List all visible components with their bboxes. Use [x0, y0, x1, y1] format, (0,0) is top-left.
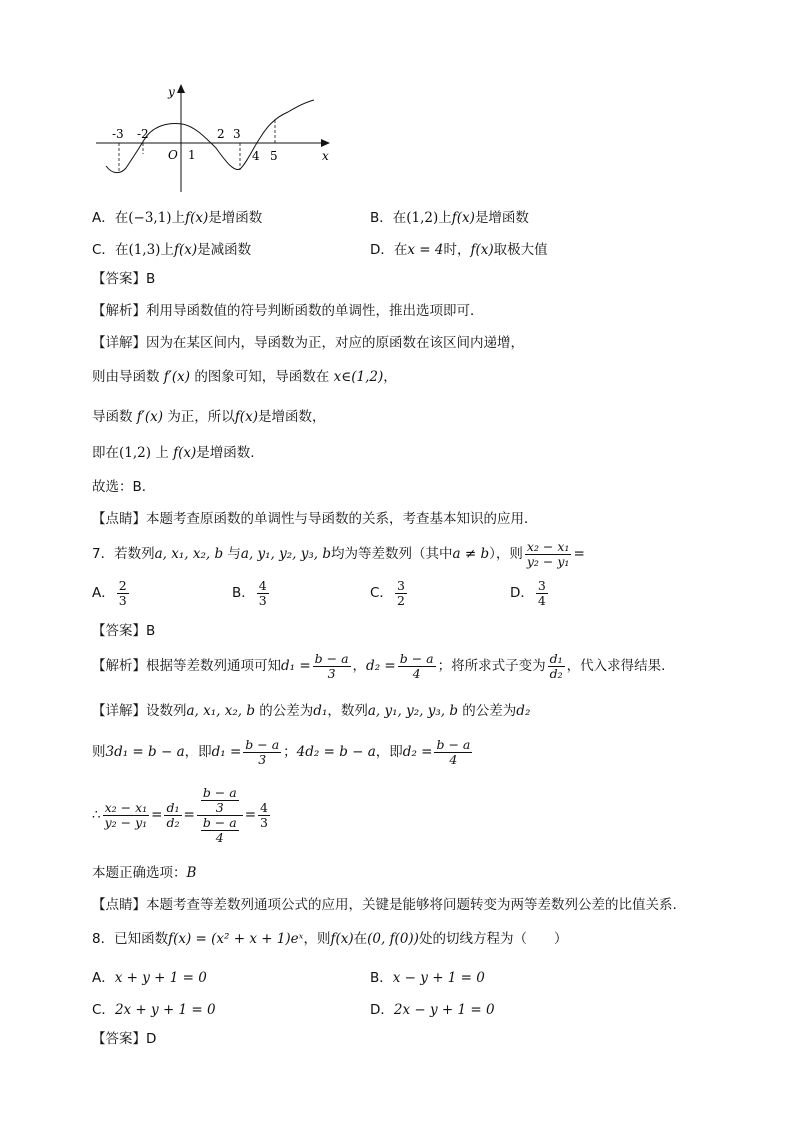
- math: =: [151, 807, 163, 823]
- choose-text: 故选：B．: [92, 479, 156, 495]
- math: f′(x): [163, 369, 191, 385]
- math: d₂: [516, 703, 531, 719]
- text: 在: [393, 242, 408, 258]
- fraction: [201, 816, 239, 845]
- tick-minus-3: -3: [112, 127, 124, 141]
- text: 根据等差数列通项可知: [146, 658, 281, 674]
- option-label: B．: [370, 970, 393, 986]
- q6-choose: [92, 478, 155, 496]
- option-label: B．: [232, 585, 255, 601]
- numerator: 4: [258, 577, 267, 593]
- option-label: D．: [370, 1002, 394, 1018]
- math: a, x₁, x₂, b: [186, 703, 255, 719]
- math: =: [183, 807, 195, 823]
- numerator: b − a: [314, 650, 349, 666]
- text: ，代入求得结果.: [566, 658, 666, 674]
- text: ，即: [375, 744, 403, 760]
- math: B: [186, 865, 197, 881]
- math: =: [573, 546, 585, 562]
- math: d₂ =: [366, 658, 396, 674]
- q6-detail-4: [92, 444, 255, 462]
- q7-option-c: [370, 578, 409, 608]
- numerator: x₂ − x₁: [525, 540, 572, 555]
- q6-detail-2: [92, 368, 397, 386]
- math: ∴: [92, 807, 101, 823]
- text: ；: [283, 744, 297, 760]
- tick-4: 4: [252, 149, 260, 163]
- text: 导函数: [92, 409, 133, 425]
- math: x − y + 1 = 0: [392, 970, 485, 986]
- math: x = 4: [407, 242, 444, 258]
- math: f(x): [185, 210, 209, 226]
- option-label: D．: [370, 242, 394, 258]
- math: d₁ =: [281, 658, 311, 674]
- fraction: [313, 652, 351, 681]
- text: ，则: [303, 931, 331, 947]
- detail-text: 因为在某区间内，导函数为正，对应的原函数在该区间内递增，: [146, 335, 524, 351]
- math: f(x): [330, 931, 354, 947]
- q7-detail-2: [92, 734, 474, 770]
- denominator: 4: [537, 592, 546, 608]
- numerator: b − a: [202, 784, 237, 800]
- analysis-tag: 【解析】: [92, 303, 146, 319]
- math: (−3,1): [128, 210, 172, 226]
- math: =: [244, 807, 256, 823]
- comment-text: 本题考查原函数的单调性与导函数的关系，考查基本知识的应用．: [146, 511, 538, 527]
- y-axis-label: y: [168, 85, 175, 99]
- tick-1: 1: [188, 148, 196, 162]
- fraction: [164, 801, 181, 830]
- math: a, y₁, y₂, y₃, b: [367, 703, 458, 719]
- text: 是减函数: [197, 242, 252, 258]
- text: 上: [155, 445, 169, 461]
- text: ，数列: [327, 703, 368, 719]
- numerator: b − a: [202, 814, 237, 830]
- text: 为正，所以: [167, 409, 235, 425]
- text: ；将所求式子变为: [437, 658, 546, 674]
- math: (0, f(0)): [367, 931, 419, 947]
- text: 则由导函数: [92, 369, 160, 385]
- text: 上: [438, 210, 452, 226]
- denominator: 2: [396, 592, 405, 608]
- numerator: b − a: [399, 650, 434, 666]
- numerator: 3: [396, 577, 405, 593]
- analysis-tag: 【解析】: [92, 658, 146, 674]
- text: 即在: [92, 445, 119, 461]
- x-axis-arrow: [321, 139, 330, 147]
- text: 是增函数，: [257, 409, 326, 425]
- denominator: 3: [258, 751, 267, 767]
- numerator: 3: [537, 577, 546, 593]
- analysis-text: 利用导函数值的符号判断函数的单调性，推出选项即可．: [146, 303, 484, 319]
- option-label: C．: [92, 242, 115, 258]
- math: (1,2): [119, 445, 152, 461]
- text: 是增函数: [474, 210, 529, 226]
- math: a, x₁, x₂, b: [154, 546, 224, 562]
- q7-option-a: [92, 578, 131, 608]
- answer-tag: 【答案】: [92, 1031, 146, 1047]
- q6-option-b: [370, 206, 529, 226]
- q7-comment: [92, 896, 677, 914]
- text: 7．若数列: [92, 546, 155, 562]
- math: 3d₁ = b − a: [105, 744, 185, 760]
- text: 上: [160, 242, 174, 258]
- text: 的公差为: [462, 703, 517, 719]
- q8-answer: [92, 1030, 156, 1048]
- text: 是增函数.: [196, 445, 255, 461]
- text: 在: [114, 210, 129, 226]
- text: 8．已知函数: [92, 931, 169, 947]
- math: a ≠ b: [452, 546, 490, 562]
- math: f(x): [234, 409, 258, 425]
- tick-2: 2: [217, 127, 225, 141]
- denominator: 3: [118, 592, 127, 608]
- text: 的公差为: [259, 703, 314, 719]
- fraction: [395, 579, 407, 608]
- derivative-graph: [92, 82, 342, 194]
- q7-detail-3: [92, 780, 272, 850]
- math: (1,2): [406, 210, 439, 226]
- denominator: d₂: [166, 814, 180, 830]
- numerator: d₁: [166, 799, 180, 815]
- q7-stem: [92, 538, 585, 570]
- answer-value: D: [146, 1031, 157, 1047]
- text: ，即: [184, 744, 212, 760]
- q7-answer: [92, 622, 155, 640]
- denominator: 4: [215, 829, 224, 845]
- text: 在: [114, 242, 129, 258]
- math: a, y₁, y₂, y₃, b: [240, 546, 332, 562]
- q7-option-b: [232, 578, 271, 608]
- denominator: 3: [327, 665, 336, 681]
- q7-analysis: [92, 648, 665, 684]
- q6-analysis: [92, 302, 484, 320]
- numerator: b − a: [245, 736, 280, 752]
- denominator: 4: [449, 751, 458, 767]
- fraction: [258, 801, 270, 830]
- math: f(x) = (x² + x + 1)eˣ: [168, 931, 304, 947]
- q6-answer: [92, 270, 155, 288]
- tick-3: 3: [233, 127, 241, 141]
- option-label: D．: [510, 585, 534, 601]
- text: 则: [92, 744, 106, 760]
- detail-tag: 【详解】: [92, 703, 146, 719]
- tick-minus-2: -2: [137, 127, 149, 141]
- option-label: C．: [92, 1002, 115, 1018]
- numerator: x₂ − x₁: [103, 801, 150, 816]
- denominator: 3: [258, 592, 267, 608]
- q8-option-a: [92, 966, 207, 986]
- option-label: C．: [370, 585, 393, 601]
- text: ），则: [489, 546, 523, 562]
- detail-tag: 【详解】: [92, 335, 146, 351]
- math: f(x): [470, 242, 494, 258]
- denominator: 3: [260, 814, 268, 830]
- fraction: [434, 738, 472, 767]
- math: f(x): [173, 242, 198, 258]
- q7-option-d: [510, 578, 550, 608]
- text: ，: [383, 369, 397, 385]
- option-label: A．: [92, 970, 115, 986]
- option-label: A．: [92, 210, 115, 226]
- answer-value: B: [146, 271, 156, 287]
- q8-option-d: [370, 998, 495, 1018]
- text: 在: [353, 931, 368, 947]
- q6-comment: [92, 510, 538, 528]
- text: 处的切线方程为（ ）: [418, 931, 568, 947]
- denominator: 3: [215, 799, 224, 815]
- math: d₁: [313, 703, 328, 719]
- option-label: A．: [92, 585, 115, 601]
- numerator: b − a: [436, 736, 471, 752]
- q7-correct: [92, 864, 196, 882]
- math: d₁ =: [211, 744, 242, 760]
- text: ，: [352, 658, 367, 674]
- tick-5: 5: [270, 149, 278, 163]
- math: f(x): [173, 445, 197, 461]
- math: 2x + y + 1 = 0: [114, 1002, 216, 1018]
- q6-detail-3: [92, 408, 325, 426]
- fraction: [398, 652, 436, 681]
- fraction: [201, 786, 239, 815]
- fraction: [257, 579, 269, 608]
- numerator: [197, 786, 243, 816]
- x-axis-label: x: [322, 149, 329, 163]
- option-label: B．: [370, 210, 393, 226]
- math: x + y + 1 = 0: [114, 970, 207, 986]
- denominator: [197, 816, 243, 845]
- math: 4d₂ = b − a: [296, 744, 376, 760]
- y-axis-arrow: [177, 84, 185, 93]
- text: 设数列: [146, 703, 187, 719]
- fraction: [525, 540, 572, 569]
- q8-stem: [92, 930, 567, 948]
- math: 2x − y + 1 = 0: [393, 1002, 495, 1018]
- fraction: [103, 801, 150, 830]
- math: d₂ =: [402, 744, 433, 760]
- comment-tag: 【点睛】: [92, 511, 146, 527]
- math: f(x): [451, 210, 475, 226]
- fraction: [117, 579, 129, 608]
- denominator: 4: [412, 665, 421, 681]
- q8-option-b: [370, 966, 485, 986]
- q6-option-a: [92, 206, 262, 226]
- text: 时，: [443, 242, 471, 258]
- text: 的图象可知，导函数在: [194, 369, 330, 385]
- numerator: 4: [260, 799, 268, 815]
- answer-value: B: [146, 623, 156, 639]
- comment-text: 本题考查等差数列通项公式的应用，关键是能够将问题转变为两等差数列公差的比值关系.: [146, 897, 677, 913]
- text: 上: [171, 210, 186, 226]
- math: f′(x): [136, 409, 164, 425]
- denominator: y₂ − y₁: [526, 553, 570, 569]
- q7-detail-1: [92, 702, 530, 720]
- origin-label: O: [168, 148, 178, 162]
- text: 与: [227, 546, 241, 562]
- fraction: [548, 652, 565, 681]
- fraction: [536, 579, 548, 608]
- text: 本题正确选项：: [92, 865, 187, 881]
- denominator: y₂ − y₁: [104, 814, 148, 830]
- text: 在: [392, 210, 407, 226]
- answer-tag: 【答案】: [92, 271, 146, 287]
- math: (1,3): [128, 242, 161, 258]
- denominator: d₂: [549, 665, 563, 681]
- answer-tag: 【答案】: [92, 623, 146, 639]
- math: x∈(1,2): [333, 369, 384, 385]
- text: 均为等差数列（其中: [331, 546, 453, 562]
- numerator: d₁: [549, 650, 563, 666]
- q8-option-c: [92, 998, 216, 1018]
- q6-detail-1: [92, 334, 524, 352]
- text: 取极大值: [493, 242, 548, 258]
- fraction: [243, 738, 281, 767]
- q6-option-c: [92, 238, 251, 258]
- q6-option-d: [370, 238, 548, 258]
- comment-tag: 【点睛】: [92, 897, 146, 913]
- numerator: 2: [118, 577, 127, 593]
- compound-fraction: [197, 786, 243, 845]
- text: 是增函数: [208, 210, 263, 226]
